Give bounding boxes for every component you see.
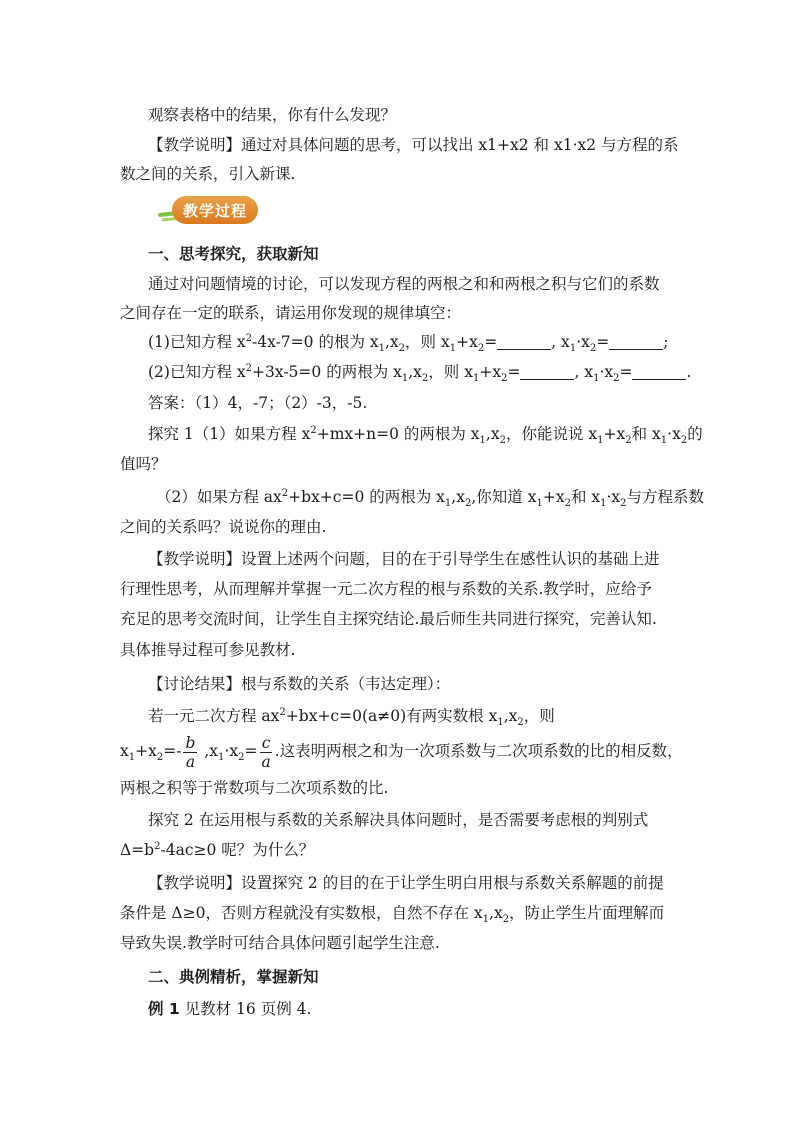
teaching-note-3-line-1: 【教学说明】设置探究 2 的目的在于让学生明白用根与系数关系解题的前提 [148, 874, 664, 892]
answer-line: 答案：（1）4，-7；（2）-3，-5. [148, 394, 368, 412]
teaching-note-3-line-3: 导致失误.教学时可结合具体问题引起学生注意. [120, 934, 440, 952]
explore-1-line-4: 之间的关系吗？说说你的理由. [120, 518, 327, 536]
banner-label: 教学过程 [182, 201, 247, 220]
explore-1-line-2: 值吗？ [120, 455, 167, 473]
intro-line-2: 之间存在一定的联系，请运用你发现的规律填空： [120, 304, 462, 322]
teaching-note-2-line-4: 具体推导过程可参见教材. [120, 641, 296, 659]
section-2-title: 二、典例精析，掌握新知 [148, 968, 319, 986]
answer-blank[interactable] [632, 363, 686, 380]
discussion-result-title: 【讨论结果】根与系数的关系（韦达定理）： [148, 675, 451, 693]
vieta-formulas: $x_1+x_2=-$ $\frac{b}{a}$ $,x_1\cdot x_2=$ $\frac{c}{a}$ .这表明两根之和为一次项系数与二次项系数的比的相反数， [120, 733, 683, 771]
answer-blank[interactable] [497, 333, 551, 350]
example-label: 例 1 [148, 1000, 180, 1018]
vieta-condition: 若一元二次方程 $ax^2+bx+c=0(a\ne 0)$有两实数根 $x_1,x_2$，则 [148, 706, 555, 729]
teaching-note-2-line-1: 【教学说明】设置上述两个问题，目的在于引导学生在感性认识的基础上进 [148, 550, 660, 568]
answer-blank[interactable] [609, 333, 663, 350]
explore-1-line-1: 探究 1（1）如果方程 $x^2+mx+n=0$ 的两根为 $x_1,x_2$，你能说说 $x_1+x_2$和 $x_1\cdot x_2$的 [148, 424, 703, 447]
teaching-process-banner [158, 196, 258, 226]
paragraph-observe: 观察表格中的结果，你有什么发现？ [148, 106, 397, 124]
answer-blank[interactable] [520, 363, 574, 380]
fraction-b-over-a: $\frac{b}{a}$ [185, 733, 196, 771]
intro-line-1: 通过对问题情境的讨论，可以发现方程的两根之和和两根之积与它们的系数 [148, 275, 660, 293]
example-1 [148, 998, 708, 1020]
question-2: (2)已知方程 $x^2+3x-5=0$ 的两根为 $x_1,x_2$，则 $x_1+x_2=$ , $x_1\cdot x_2=$ . [148, 362, 692, 385]
explore-2-line-2: $\Delta=b^2-4ac\ge 0$ 呢？为什么？ [120, 840, 315, 859]
question-1: (1)已知方程 $x^2-4x-7=0$ 的根为 $x_1,x_2$，则 $x_1+x_2=$ , $x_1\cdot x_2=$ ; [148, 332, 669, 355]
vieta-explanation: 两根之积等于常数项与二次项系数的比. [120, 779, 389, 797]
fraction-c-over-a: $\frac{c}{a}$ [261, 733, 271, 771]
teaching-note-1-line-2: 数之间的关系，引入新课. [120, 165, 296, 183]
explore-2-line-1: 探究 2 在运用根与系数的关系解决具体问题时，是否需要考虑根的判别式 [148, 811, 649, 829]
explore-1-line-3: （2）如果方程 $ax^2+bx+c=0$ 的两根为 $x_1,x_2$,你知道 $x_1+x_2$和 $x_1\cdot x_2$与方程系数 [156, 487, 705, 510]
example-text: 见教材 16 页例 4. [179, 1000, 312, 1018]
teaching-note-2-line-2: 行理性思考，从而理解并掌握一元二次方程的根与系数的关系.教学时，应给予 [120, 580, 652, 598]
teaching-note-2-line-3: 充足的思考交流时间，让学生自主探究结论.最后师生共同进行探究，完善认知. [120, 610, 657, 628]
teaching-note-1-line-1: 【教学说明】通过对具体问题的思考，可以找出 x1+x2 和 x1·x2 与方程的系 [148, 136, 679, 154]
teaching-note-3-line-2: 条件是 Δ≥0，否则方程就没有实数根，自然不存在 $x_1,x_2$，防止学生片面理解而 [120, 904, 665, 926]
section-1-title: 一、思考探究，获取新知 [148, 245, 319, 263]
